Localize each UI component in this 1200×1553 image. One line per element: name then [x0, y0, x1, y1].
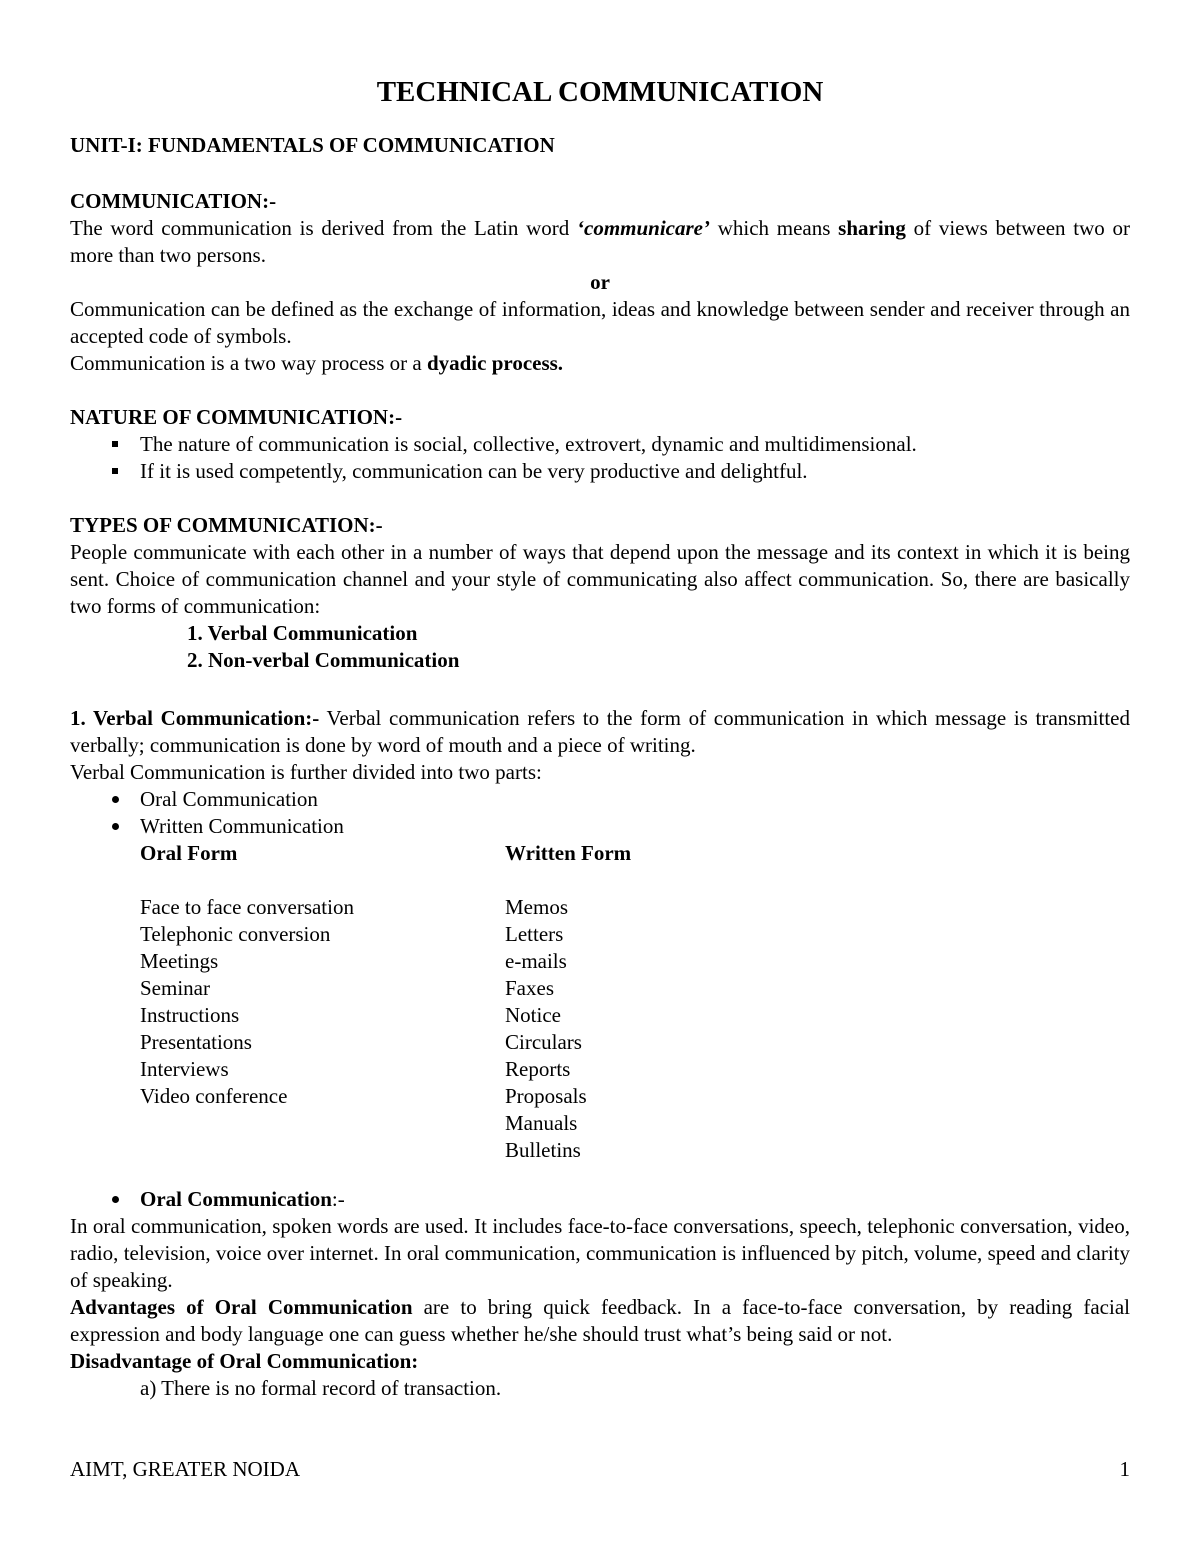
table-cell: Memos [505, 895, 568, 919]
page-footer [70, 1457, 1130, 1482]
table-cell: Bulletins [505, 1138, 581, 1162]
oral-form-header: Oral Form [140, 841, 238, 865]
list-item: If it is used competently, communication can be very productive and delightful. [112, 458, 1130, 485]
table-cell: Reports [505, 1057, 571, 1081]
table-cell: Face to face conversation [140, 895, 354, 919]
oral-form-column [140, 840, 505, 1110]
table-cell: Interviews [140, 1057, 229, 1081]
oral-paragraph: In oral communication, spoken words are used. It includes face-to-face conversations, speech, telephonic conversation, video, radio, television, voice over internet. In oral communication, communication is influenced by pitch, volume, speed and clarity of speaking. [70, 1214, 1130, 1292]
table-cell: Telephonic conversion [140, 922, 331, 946]
list-item: 2. Non-verbal Communication [187, 648, 460, 672]
verbal-divided: Verbal Communication is further divided into two parts: [70, 760, 542, 784]
list-item: Oral Communication [112, 786, 1130, 813]
oral-communication-heading: Oral Communication:- [112, 1186, 1130, 1213]
types-paragraph: People communicate with each other in a number of ways that depend upon the message and its context in which it is being sent. Choice of communication channel and your style of communicating also affect communication. So, there are basically two forms of communication: [70, 540, 1130, 618]
table-cell: Letters [505, 922, 564, 946]
footer-institution: AIMT, GREATER NOIDA [70, 1457, 301, 1481]
table-cell: Presentations [140, 1030, 252, 1054]
forms-table [140, 840, 1130, 1164]
page-number: 1 [1119, 1457, 1130, 1481]
page-title: TECHNICAL COMMUNICATION [376, 76, 824, 108]
table-cell: Instructions [140, 1003, 240, 1027]
written-form-header: Written Form [505, 841, 632, 865]
verbal-paragraph: 1. Verbal Communication:- Verbal communication refers to the form of communication in which message is transmitted verbally; communication is done by word of mouth and a piece of writing. [70, 706, 1130, 757]
table-cell: Faxes [505, 976, 554, 1000]
table-cell: e-mails [505, 949, 567, 973]
communication-definition-2: Communication can be defined as the exchange of information, ideas and knowledge between sender and receiver through an accepted code of symbols. [70, 297, 1130, 348]
list-item: 1. Verbal Communication [187, 621, 418, 645]
oral-heading-list [70, 1186, 1130, 1213]
document-page [70, 72, 1130, 1402]
or-separator: or [590, 270, 610, 294]
forms-list [70, 620, 1130, 674]
written-form-column [505, 840, 631, 1164]
table-cell: Manuals [505, 1111, 578, 1135]
unit-heading: UNIT-I: FUNDAMENTALS OF COMMUNICATION [70, 133, 555, 157]
list-item: Written Communication [112, 813, 1130, 840]
table-cell: Notice [505, 1003, 561, 1027]
table-cell: Video conference [140, 1084, 288, 1108]
communication-definition-1: The word communication is derived from the Latin word ‘communicare’ which means sharing of views between two or more than two persons. [70, 216, 1130, 267]
nature-heading: NATURE OF COMMUNICATION:- [70, 405, 403, 429]
oral-advantages: Advantages of Oral Communication are to bring quick feedback. In a face-to-face conversation, by reading facial expression and body language one can guess whether he/she should trust what’s being said or not. [70, 1295, 1130, 1346]
communication-dyadic: Communication is a two way process or a dyadic process. [70, 351, 564, 375]
oral-disadvantage-heading: Disadvantage of Oral Communication: [70, 1349, 419, 1373]
list-item: The nature of communication is social, collective, extrovert, dynamic and multidimensional. [112, 431, 1130, 458]
table-cell: Proposals [505, 1084, 587, 1108]
oral-disadvantage-item: a) There is no formal record of transaction. [140, 1376, 502, 1400]
table-cell: Seminar [140, 976, 210, 1000]
verbal-parts-list [70, 786, 1130, 840]
types-heading: TYPES OF COMMUNICATION:- [70, 513, 383, 537]
communication-heading: COMMUNICATION:- [70, 189, 277, 213]
nature-list [70, 431, 1130, 485]
table-cell: Circulars [505, 1030, 582, 1054]
table-cell: Meetings [140, 949, 219, 973]
